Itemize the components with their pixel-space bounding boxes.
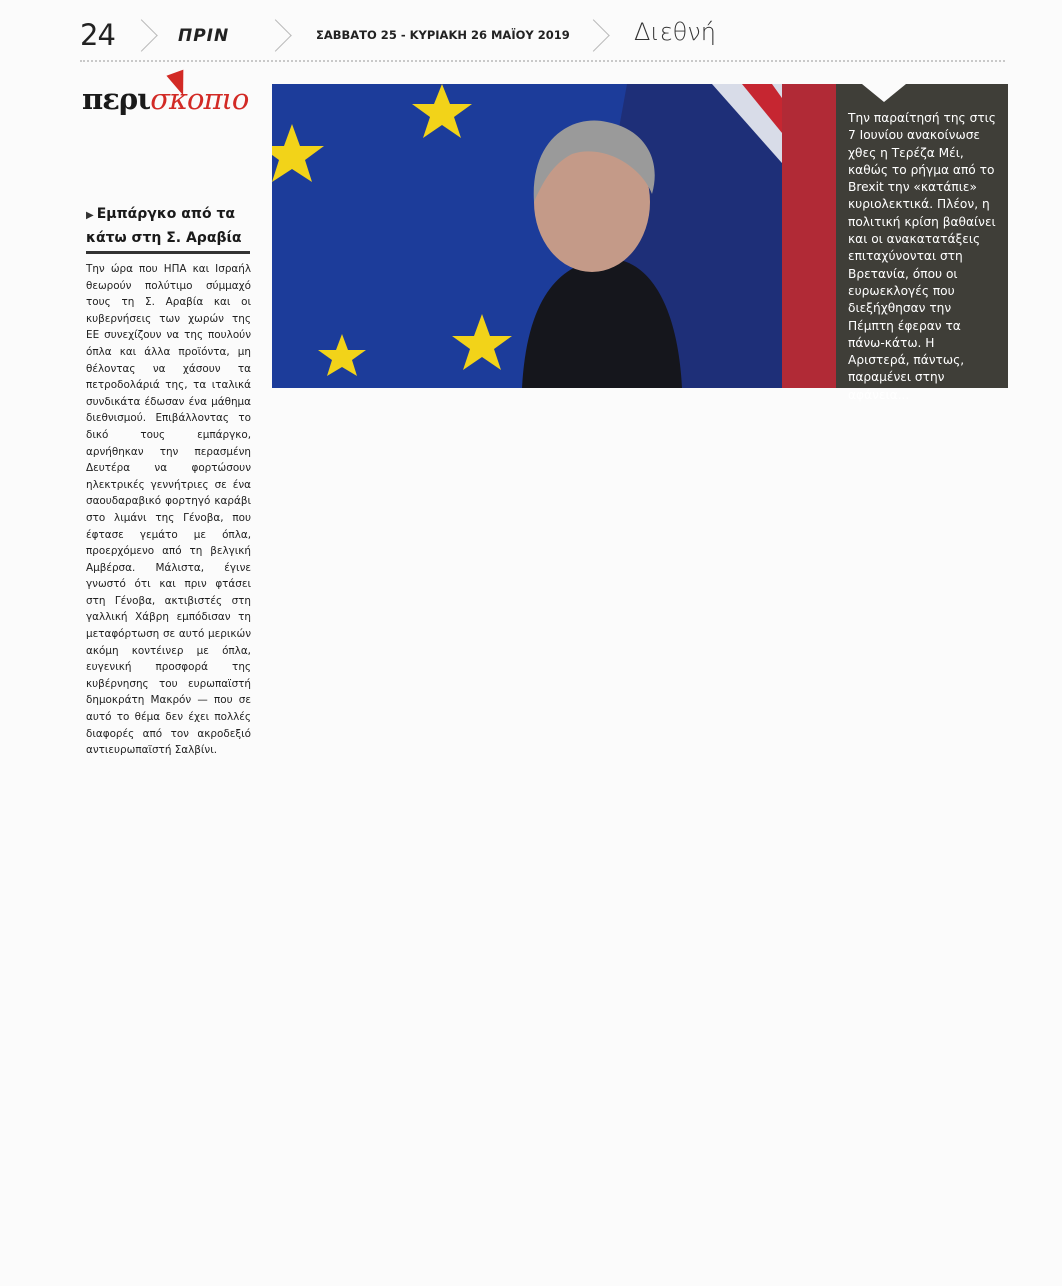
section-title: Διεθνή xyxy=(634,18,716,46)
column-logo-part2: σκοπιο xyxy=(150,82,249,116)
newspaper-name: ΠΡΙΝ xyxy=(178,26,230,46)
issue-date: ΣΑΒΒΑΤΟ 25 - ΚΥΡΙΑΚΗ 26 ΜΑΪΟΥ 2019 xyxy=(316,28,570,42)
chevron-divider xyxy=(125,19,158,52)
column-logo xyxy=(82,82,248,116)
photo-caption-text: Την παραίτησή της στις 7 Ιουνίου ανακοίνωσε χθες η Τερέζα Μέι, καθώς το ρήγμα από το Brexit την «κατάπιε» κυριολεκτικά. Πλέον, η πολιτική κρίση βαθαίνει και οι ανακατατάξεις επιταχύνονται στη Βρετανία, όπου οι ευρωεκλογές που διεξήχθησαν την Πέμπτη έφεραν τα πάνω-κάτω. Η Αριστερά, πάντως, παραμένει στην αφάνεια... xyxy=(848,111,996,402)
header-rule xyxy=(80,60,1005,62)
sidebar-heading-text: Εμπάργκο από τα κάτω στη Σ. Αραβία xyxy=(86,206,242,246)
column-logo-part1: περι xyxy=(82,82,151,116)
chevron-divider xyxy=(577,19,610,52)
caption-notch xyxy=(862,84,906,102)
sidebar-body: Την ώρα που ΗΠΑ και Ισραήλ θεωρούν πολύτιμο σύμμαχό τους τη Σ. Αραβία και οι κυβερνήσεις των χωρών της ΕΕ συνεχίζουν να της πουλούν όπλα και άλλα προϊόντα, μη θέλοντας να χάσουν τα πετροδολάριά της, τα ιταλικά συνδικάτα έδωσαν ένα μάθημα διεθνισμού. Επιβάλλοντας το δικό τους εμπάργκο, αρνήθηκαν την περασμένη Δευτέρα να φορτώσουν ηλεκτρικές γεννήτριες σε ένα σαουδαραβικό φορτηγό καράβι στο λιμάνι της Γένοβα, που έφτασε γεμάτο με όπλα, προερχόμενο από τη βελγική Αμβέρσα. Μάλιστα, έγινε γνωστό ότι και πριν φτάσει στη Γένοβα, ακτιβιστές στη γαλλική Χάβρη εμπόδισαν τη μεταφόρτωση σε αυτό μερικών ακόμη κοντέινερ με όπλα, ευγενική προσφορά της κυβέρνησης του ευρωπαϊστή δημοκράτη Μακρόν — που σε αυτό το θέμα δεν έχει πολλές διαφορές από τον ακροδεξιό αντιευρωπαϊστή Σαλβίνι. xyxy=(86,263,251,757)
sidebar-rule xyxy=(86,251,250,254)
sidebar-heading xyxy=(86,203,250,249)
chevron-divider xyxy=(259,19,292,52)
photo-caption xyxy=(836,84,1008,402)
arrow-right-icon: ▶ xyxy=(86,210,94,221)
lead-photo xyxy=(272,84,836,388)
page-number: 24 xyxy=(80,18,115,52)
